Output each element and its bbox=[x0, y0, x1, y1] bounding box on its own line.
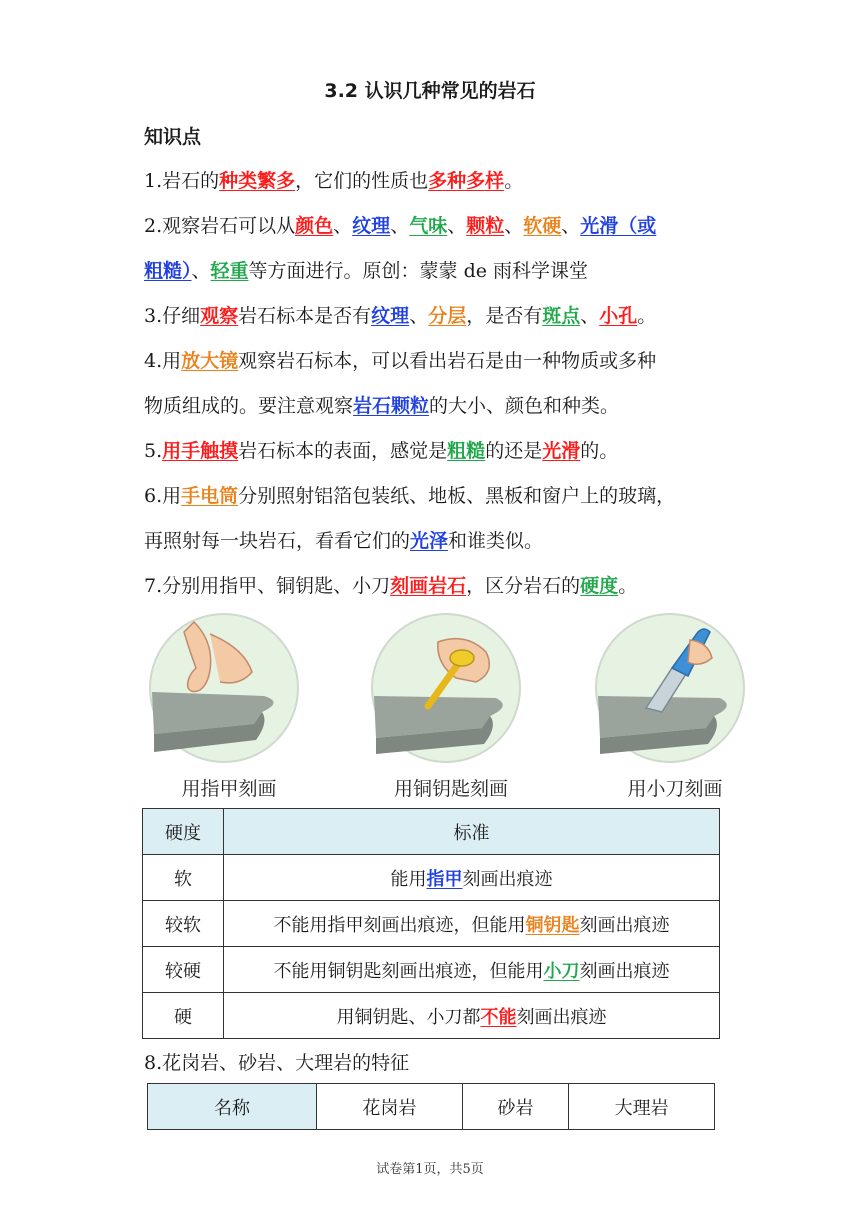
header-cell: 硬度 bbox=[143, 809, 224, 855]
text: 6.用 bbox=[144, 485, 182, 507]
keyword: 颜色 bbox=[295, 215, 334, 237]
keyword: 观察 bbox=[200, 305, 239, 327]
point-7 bbox=[144, 571, 637, 598]
text: ，区分岩石的 bbox=[466, 575, 581, 597]
keyword: 纹理 bbox=[352, 215, 391, 237]
text: 再照射每一块岩石，看看它们的 bbox=[144, 530, 411, 552]
text: 、 bbox=[447, 215, 467, 237]
keyword: 软硬 bbox=[523, 215, 562, 237]
copper-key-scratch-icon bbox=[366, 612, 536, 772]
figure-caption: 用指甲刻画 bbox=[181, 778, 277, 800]
text: 3.仔细 bbox=[144, 305, 201, 327]
keyword: 粗糙 bbox=[447, 440, 486, 462]
table-row bbox=[143, 901, 720, 947]
keyword: 轻重 bbox=[210, 260, 249, 282]
keyword: 手电筒 bbox=[181, 485, 239, 507]
table-row bbox=[143, 855, 720, 901]
text: 分别照射铝箔包装纸、地板、黑板和窗户上的玻璃， bbox=[238, 485, 676, 507]
keyword: 用手触摸 bbox=[162, 440, 239, 462]
text: 7.分别用指甲、铜钥匙、小刀 bbox=[144, 575, 391, 597]
keyword: 光泽 bbox=[410, 530, 449, 552]
hardness-criterion bbox=[224, 993, 720, 1039]
hardness-criterion bbox=[224, 901, 720, 947]
table-row bbox=[143, 993, 720, 1039]
header-cell: 标准 bbox=[224, 809, 720, 855]
keyword: 纹理 bbox=[371, 305, 410, 327]
hardness-level: 较软 bbox=[143, 901, 224, 947]
text: 刻画出痕迹 bbox=[516, 1006, 607, 1028]
figure-caption: 用铜钥匙刻画 bbox=[393, 778, 508, 800]
keyword: 岩石颗粒 bbox=[353, 395, 430, 417]
page-footer: 试卷第1页，共5页 bbox=[376, 1162, 484, 1177]
text: 能用 bbox=[390, 868, 427, 890]
text: 的大小、颜色和种类。 bbox=[429, 395, 620, 417]
hardness-level: 较硬 bbox=[143, 947, 224, 993]
keyword: 硬度 bbox=[580, 575, 619, 597]
text: 、 bbox=[390, 215, 410, 237]
text: 。 bbox=[504, 170, 524, 192]
hardness-level: 软 bbox=[143, 855, 224, 901]
hardness-criterion bbox=[224, 947, 720, 993]
text: 5. bbox=[144, 440, 163, 462]
text: 、 bbox=[504, 215, 524, 237]
scratch-illustrations bbox=[144, 612, 744, 804]
point-8: 8.花岗岩、砂岩、大理岩的特征 bbox=[144, 1052, 410, 1074]
text: 等方面进行。原创：蒙蒙 de 雨科学课堂 bbox=[248, 260, 589, 282]
keyword: 小孔 bbox=[599, 305, 638, 327]
figure-copper-key bbox=[366, 612, 536, 804]
knife-scratch-icon bbox=[590, 612, 760, 772]
text: 2.观察岩石可以从 bbox=[144, 215, 296, 237]
figure-fingernail bbox=[144, 612, 314, 804]
point-2 bbox=[144, 211, 656, 238]
point-6-cont bbox=[144, 526, 543, 553]
fingernail-scratch-icon bbox=[144, 612, 314, 772]
section-heading: 知识点 bbox=[144, 126, 202, 148]
keyword: 小刀 bbox=[543, 960, 580, 982]
point-3 bbox=[144, 301, 656, 328]
keyword: 刻画岩石 bbox=[390, 575, 467, 597]
text: 观察岩石标本，可以看出岩石是由一种物质或多种 bbox=[238, 350, 657, 372]
rock-features-table bbox=[147, 1083, 715, 1130]
point-4 bbox=[144, 346, 656, 373]
keyword: 斑点 bbox=[542, 305, 581, 327]
text: 、 bbox=[191, 260, 211, 282]
text: 的还是 bbox=[485, 440, 543, 462]
text: 、 bbox=[561, 215, 581, 237]
point-6 bbox=[144, 481, 675, 508]
text: 岩石标本是否有 bbox=[238, 305, 372, 327]
text: 岩石标本的表面，感觉是 bbox=[238, 440, 448, 462]
text: 的。 bbox=[580, 440, 619, 462]
point-1 bbox=[144, 166, 523, 193]
keyword: 指甲 bbox=[426, 868, 463, 890]
table-row bbox=[143, 947, 720, 993]
hardness-level: 硬 bbox=[143, 993, 224, 1039]
keyword: 放大镜 bbox=[181, 350, 239, 372]
text: 用铜钥匙、小刀都 bbox=[336, 1006, 481, 1028]
text: 不能用指甲刻画出痕迹，但能用 bbox=[273, 914, 526, 936]
table-header-row bbox=[148, 1084, 715, 1130]
keyword: 分层 bbox=[428, 305, 467, 327]
page-title: 3.2 认识几种常见的岩石 bbox=[324, 80, 536, 102]
text: 、 bbox=[333, 215, 353, 237]
text: 物质组成的。要注意观察 bbox=[144, 395, 354, 417]
header-cell: 砂岩 bbox=[462, 1084, 569, 1130]
text: 1.岩石的 bbox=[144, 170, 220, 192]
text: 不能用铜钥匙刻画出痕迹，但能用 bbox=[273, 960, 544, 982]
point-5 bbox=[144, 436, 618, 463]
header-cell: 名称 bbox=[148, 1084, 317, 1130]
keyword: 光滑 bbox=[542, 440, 581, 462]
text: 4.用 bbox=[144, 350, 182, 372]
keyword: 光滑（或 bbox=[580, 215, 657, 237]
text: ，它们的性质也 bbox=[295, 170, 429, 192]
header-cell: 大理岩 bbox=[569, 1084, 715, 1130]
text: 和谁类似。 bbox=[448, 530, 544, 552]
keyword: 颗粒 bbox=[466, 215, 505, 237]
point-2-cont bbox=[144, 256, 588, 283]
keyword: 粗糙） bbox=[144, 260, 192, 282]
text: 、 bbox=[409, 305, 429, 327]
keyword: 铜钥匙 bbox=[525, 914, 580, 936]
text: 。 bbox=[637, 305, 657, 327]
hardness-criterion bbox=[224, 855, 720, 901]
point-4-cont bbox=[144, 391, 619, 418]
keyword: 多种多样 bbox=[428, 170, 505, 192]
text: 。 bbox=[618, 575, 638, 597]
text: 刻画出痕迹 bbox=[462, 868, 553, 890]
keyword: 气味 bbox=[409, 215, 448, 237]
text: 刻画出痕迹 bbox=[579, 960, 670, 982]
figure-caption: 用小刀刻画 bbox=[627, 778, 723, 800]
header-cell: 花岗岩 bbox=[317, 1084, 463, 1130]
figure-knife bbox=[590, 612, 760, 804]
keyword: 不能 bbox=[480, 1006, 517, 1028]
text: ，是否有 bbox=[466, 305, 543, 327]
table-header-row bbox=[143, 809, 720, 855]
text: 、 bbox=[580, 305, 600, 327]
text: 刻画出痕迹 bbox=[579, 914, 670, 936]
hardness-table bbox=[142, 808, 720, 1039]
keyword: 种类繁多 bbox=[219, 170, 296, 192]
